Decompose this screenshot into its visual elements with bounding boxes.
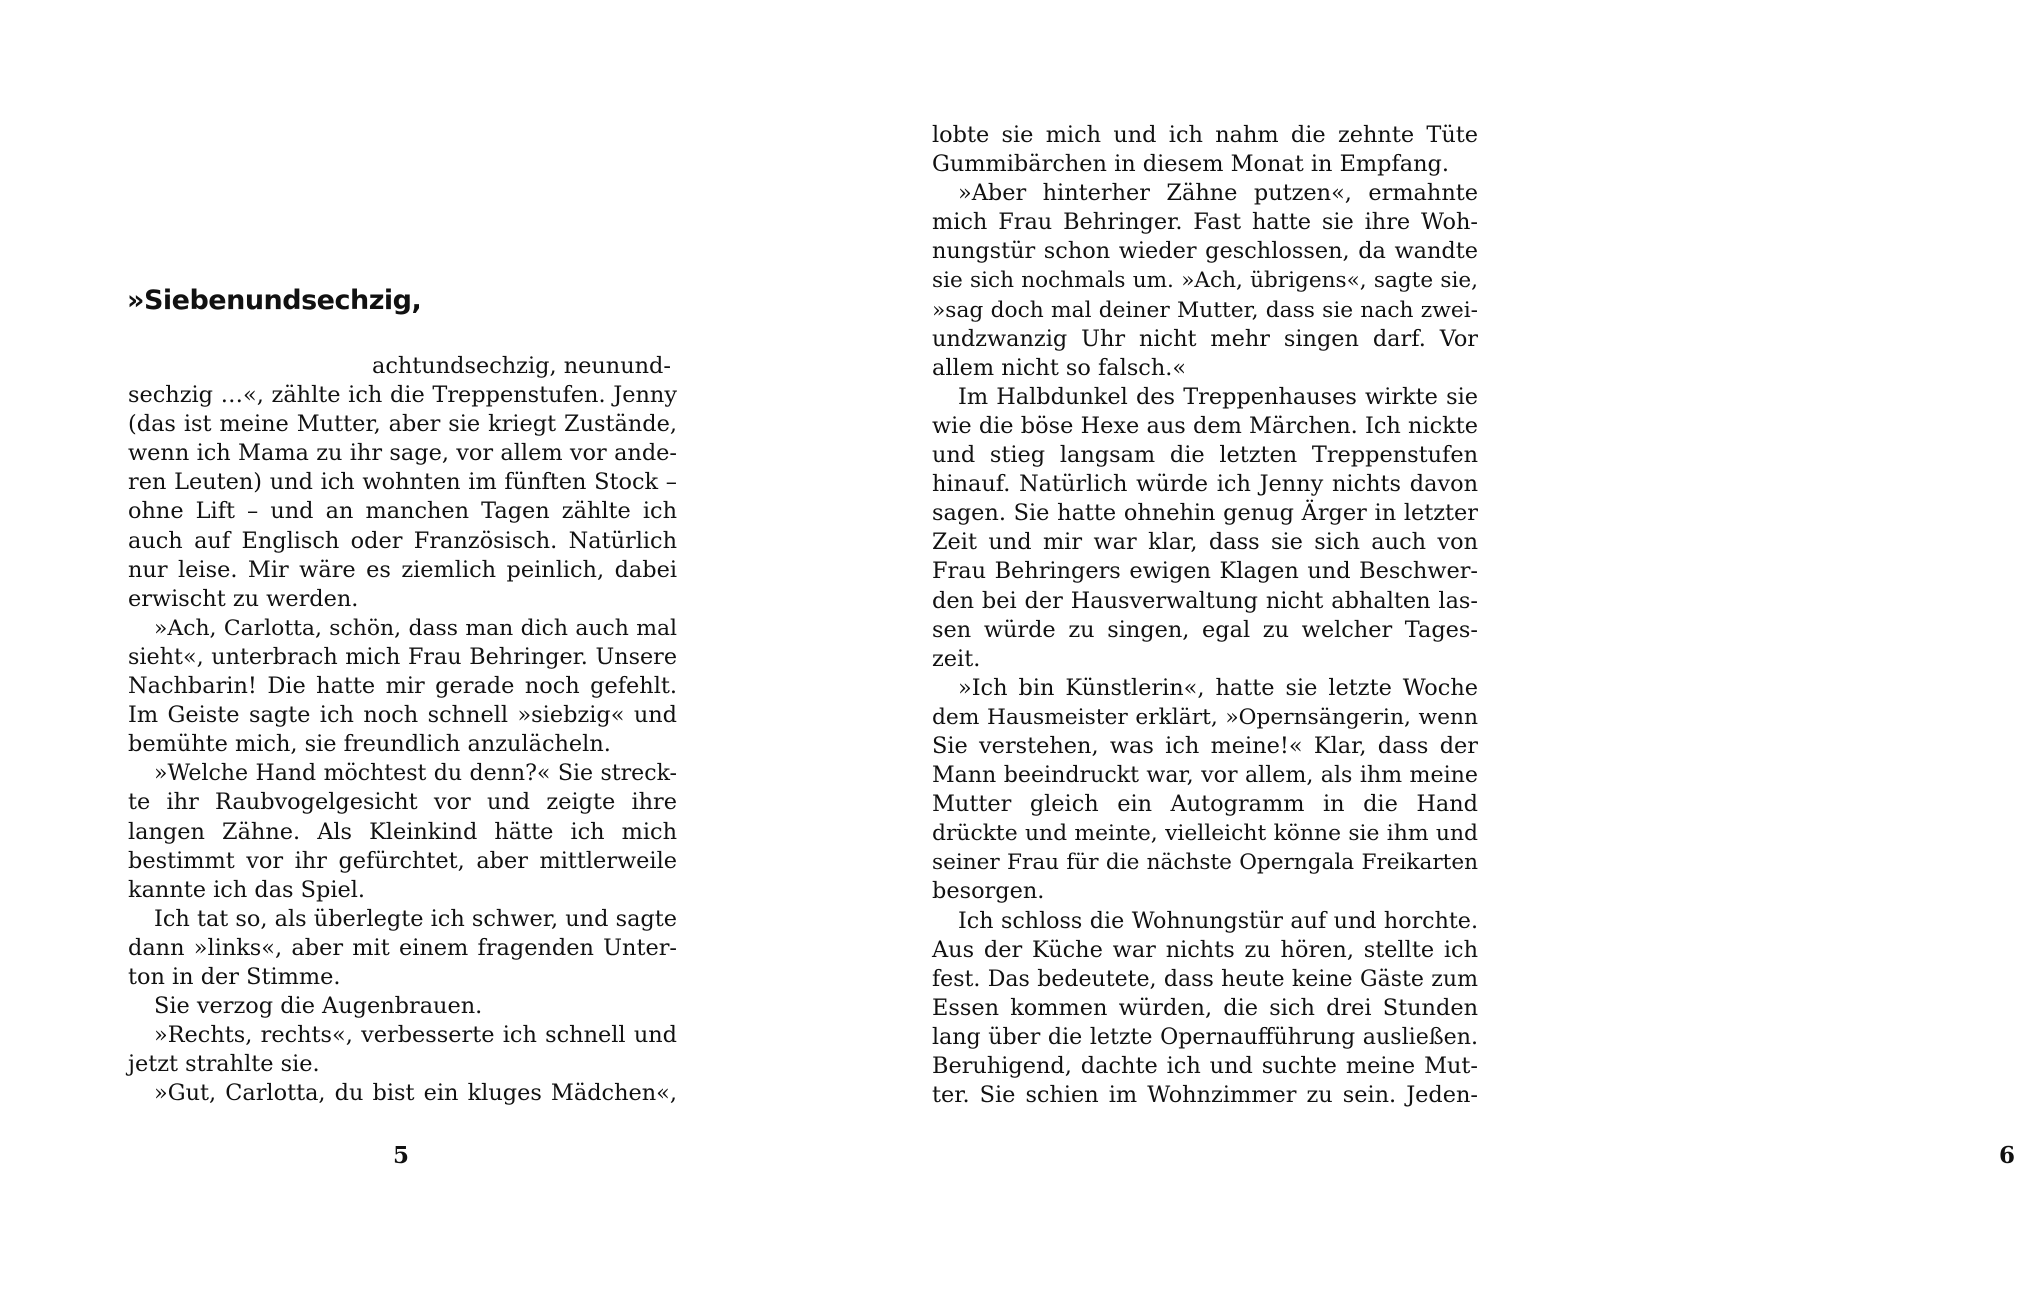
text-line: besorgen. (932, 878, 1045, 905)
text-line: Sie verstehen, was ich meine!« Klar, dass der (932, 732, 1478, 759)
text-line: Ich tat so, als überlegte ich schwer, und sagte (154, 905, 677, 932)
text-line: zeit. (932, 645, 981, 672)
left-page-text (128, 352, 677, 1108)
text-line: sie sich nochmals um. »Ach, übrigens«, sagte sie, (932, 268, 1478, 294)
text-line: erwischt zu werden. (128, 585, 359, 612)
text-line: undzwanzig Uhr nicht mehr singen darf. Vor (932, 325, 1478, 352)
chapter-opening-title: »Siebenundsechzig, (127, 285, 422, 316)
text-line: wenn ich Mama zu ihr sage, vor allem vor ande- (128, 440, 677, 467)
text-line: »Rechts, rechts«, verbesserte ich schnell und (154, 1022, 677, 1049)
text-line: drückte und meinte, vielleicht könne sie ihm und (932, 821, 1478, 847)
text-line: und stieg langsam die letzten Treppenstufen (932, 442, 1478, 469)
text-line: ton in der Stimme. (128, 963, 341, 990)
right-page (800, 0, 2015, 1307)
text-line: fest. Das bedeutete, dass heute keine Gäste zum (932, 966, 1478, 992)
text-line: Frau Behringers ewigen Klagen und Beschwer- (932, 558, 1478, 585)
text-line: Mutter gleich ein Autogramm in die Hand (932, 791, 1478, 818)
text-line: hinauf. Natürlich würde ich Jenny nichts davon (932, 471, 1478, 498)
text-line: dann »links«, aber mit einem fragenden Unter- (128, 934, 677, 961)
text-line: Gummibärchen in diesem Monat in Empfang. (932, 151, 1450, 178)
text-line: ter. Sie schien im Wohnzimmer zu sein. Jeden- (932, 1082, 1478, 1109)
text-line: »Ich bin Künstlerin«, hatte sie letzte Woche (958, 674, 1478, 701)
text-line: »Gut, Carlotta, du bist ein kluges Mädchen«, (154, 1080, 677, 1107)
text-line: allem nicht so falsch.« (932, 354, 1187, 381)
text-line: Sie verzog die Augenbrauen. (154, 993, 483, 1020)
text-line: »sag doch mal deiner Mutter, dass sie nach zwei- (932, 297, 1478, 323)
text-line: Mann beeindruckt war, vor allem, als ihm meine (932, 762, 1478, 789)
text-line: kannte ich das Spiel. (128, 876, 366, 903)
right-page-text (932, 121, 1478, 1110)
text-line: nur leise. Mir wäre es ziemlich peinlich, dabei (128, 556, 677, 583)
text-line: dem Hausmeister erklärt, »Opernsängerin, wenn (932, 704, 1478, 730)
text-line: sagen. Sie hatte ohnehin genug Ärger in letzter (932, 500, 1478, 527)
text-line: den bei der Hausverwaltung nicht abhalten las- (932, 587, 1478, 614)
text-line: Im Geiste sagte ich noch schnell »siebzig« und (128, 702, 677, 729)
text-line: sen würde zu singen, egal zu welcher Tages- (932, 616, 1478, 643)
text-line: (das ist meine Mutter, aber sie kriegt Zustände, (128, 411, 677, 438)
text-line: »Welche Hand möchtest du denn?« Sie streck- (154, 761, 677, 787)
text-line: achtundsechzig, neunund- (372, 353, 671, 379)
text-line: ohne Lift – und an manchen Tagen zählte ich (128, 498, 677, 525)
text-line: Essen kommen würden, die sich drei Stunden (932, 994, 1478, 1021)
text-line: Nachbarin! Die hatte mir gerade noch gefehlt. (128, 673, 677, 700)
text-line: jetzt strahlte sie. (128, 1051, 320, 1078)
text-line: Beruhigend, dachte ich und suchte meine Mut- (932, 1053, 1478, 1079)
text-line: bestimmt vor ihr gefürchtet, aber mittlerweile (128, 847, 677, 874)
text-line: auch auf Englisch oder Französisch. Natürlich (128, 527, 677, 554)
text-line: lobte sie mich und ich nahm die zehnte Tüte (932, 122, 1478, 148)
text-line: ren Leuten) und ich wohnten im fünften Stock – (128, 469, 677, 496)
text-line: sieht«, unterbrach mich Frau Behringer. Unsere (128, 643, 677, 670)
text-line: langen Zähne. Als Kleinkind hätte ich mich (128, 818, 677, 845)
text-line: sechzig …«, zählte ich die Treppenstufen. Jenny (128, 382, 677, 409)
text-line: Ich schloss die Wohnungstür auf und horchte. (958, 907, 1478, 934)
text-line: Zeit und mir war klar, dass sie sich auch von (932, 529, 1478, 556)
text-line: lang über die letzte Opernaufführung ausließen. (932, 1023, 1478, 1050)
left-page (0, 0, 800, 1307)
text-line: bemühte mich, sie freundlich anzulächeln. (128, 731, 611, 758)
text-line: nungstür schon wieder geschlossen, da wandte (932, 238, 1478, 265)
text-line: seiner Frau für die nächste Operngala Freikarten (932, 850, 1478, 876)
text-line: Aus der Küche war nichts zu hören, stellte ich (932, 936, 1478, 963)
text-line: wie die böse Hexe aus dem Märchen. Ich nickte (932, 412, 1478, 439)
page-number-right: 6 (1998, 1142, 2015, 1169)
text-line: mich Frau Behringer. Fast hatte sie ihre Woh- (932, 209, 1478, 236)
page-number-left: 5 (392, 1142, 409, 1169)
text-line: »Ach, Carlotta, schön, dass man dich auch mal (154, 615, 677, 641)
text-line: te ihr Raubvogelgesicht vor und zeigte ihre (128, 789, 677, 816)
text-line: »Aber hinterher Zähne putzen«, ermahnte (958, 180, 1478, 207)
text-line: Im Halbdunkel des Treppenhauses wirkte sie (958, 383, 1478, 410)
